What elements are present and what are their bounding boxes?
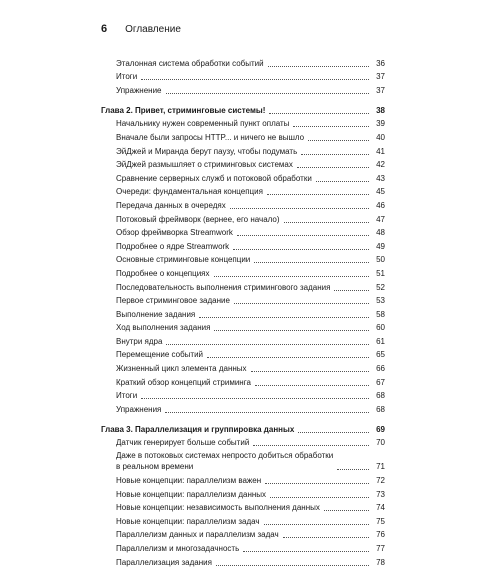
toc-page-number: 60 xyxy=(376,323,385,333)
toc-entry-label: Упражнение xyxy=(116,85,162,95)
toc-section-entry[interactable] xyxy=(101,211,385,225)
dot-leader xyxy=(316,174,369,182)
toc-page-number: 70 xyxy=(376,438,385,448)
toc-entry-label: Упражнения xyxy=(116,404,162,414)
toc-section-entry[interactable] xyxy=(101,69,385,83)
toc-page-number: 78 xyxy=(376,557,385,567)
toc-section-entry[interactable] xyxy=(101,279,385,293)
toc-page-number: 43 xyxy=(376,173,385,183)
toc-entry-label: Параллелизм данных и параллелизм задач xyxy=(116,530,279,540)
toc-page-number: 48 xyxy=(376,228,385,238)
toc-chapter-entry[interactable] xyxy=(101,101,385,116)
toc-section-entry[interactable] xyxy=(101,513,385,527)
toc-entry-label: Датчик генерирует больше событий xyxy=(116,438,250,448)
toc-entry-label-line2: в реальном времени xyxy=(116,462,194,472)
toc-section-entry[interactable] xyxy=(101,293,385,307)
toc-page-number: 74 xyxy=(376,503,385,513)
toc-section-entry[interactable] xyxy=(101,157,385,171)
toc-page-number: 71 xyxy=(376,462,385,472)
toc-entry-label: Глава 2. Привет, стриминговые системы! xyxy=(101,105,266,115)
dot-leader xyxy=(297,160,369,168)
dot-leader xyxy=(283,530,369,538)
dot-leader xyxy=(267,187,369,195)
dot-leader xyxy=(237,228,369,236)
toc-entry-label: Краткий обзор концепций стриминга xyxy=(116,377,251,387)
toc-section-entry[interactable] xyxy=(101,360,385,374)
toc-entry-label: Основные стриминговые концепции xyxy=(116,255,251,265)
dot-leader xyxy=(230,201,369,209)
toc-page-number: 52 xyxy=(376,282,385,292)
toc-section-entry[interactable] xyxy=(101,170,385,184)
dot-leader xyxy=(166,337,369,345)
toc-section-entry[interactable] xyxy=(101,527,385,541)
toc-section-entry[interactable] xyxy=(101,435,385,449)
toc-page-number: 65 xyxy=(376,350,385,360)
dot-leader xyxy=(234,296,369,304)
dot-leader xyxy=(141,391,369,399)
toc-section-entry[interactable] xyxy=(101,401,385,415)
toc-entry-label: Новые концепции: независимость выполнения данных xyxy=(116,503,320,513)
dot-leader xyxy=(264,517,369,525)
toc-entry-label: Последовательность выполнения стримингового задания xyxy=(116,282,331,292)
toc-entry-label: Итоги xyxy=(116,391,138,401)
toc-entry-label: Глава 3. Параллелизация и группировка данных xyxy=(101,424,295,434)
toc-entry-label: Очереди: фундаментальная концепция xyxy=(116,187,263,197)
toc-entry-label: Вначале были запросы HTTP... и ничего не вышло xyxy=(116,132,305,142)
toc-section-entry[interactable] xyxy=(101,306,385,320)
toc-section-entry[interactable] xyxy=(101,184,385,198)
toc-page-number: 39 xyxy=(376,119,385,129)
toc-entry-label: Начальнику нужен современный пункт оплаты xyxy=(116,119,290,129)
toc-section-entry[interactable] xyxy=(101,265,385,279)
dot-leader xyxy=(216,558,369,566)
dot-leader xyxy=(165,405,369,413)
dot-leader xyxy=(253,438,369,446)
toc-entry-label: ЭйДжей размышляет о стриминговых системах xyxy=(116,160,293,170)
toc-entry-label: Параллелизм и многозадачность xyxy=(116,544,240,553)
toc-page-number: 37 xyxy=(376,72,385,82)
toc-page-number: 72 xyxy=(376,476,385,486)
toc-page-number: 77 xyxy=(376,544,385,553)
toc-entry-label: Параллелизация задания xyxy=(116,557,212,567)
dot-leader xyxy=(233,242,369,250)
dot-leader xyxy=(255,378,369,386)
toc-entry-label: Новые концепции: параллелизм задач xyxy=(116,516,260,526)
dot-leader xyxy=(141,72,369,80)
toc-page-number: 37 xyxy=(376,85,385,95)
toc-page-number: 68 xyxy=(376,404,385,414)
toc-page-number: 50 xyxy=(376,255,385,265)
toc-page-number: 67 xyxy=(376,377,385,387)
toc-entry-label: Эталонная система обработки событий xyxy=(116,58,264,68)
toc-page-number: 38 xyxy=(376,105,385,115)
dot-leader xyxy=(243,544,369,552)
toc-page-number: 61 xyxy=(376,336,385,346)
toc-entry-label: Сравнение серверных служб и потоковой обработки xyxy=(116,173,312,183)
toc-page-number: 51 xyxy=(376,268,385,278)
dot-leader xyxy=(337,462,369,470)
dot-leader xyxy=(293,119,369,127)
dot-leader xyxy=(270,490,369,498)
toc-section-entry[interactable] xyxy=(101,486,385,500)
toc-entry-label: Перемещение событий xyxy=(116,350,204,360)
toc-page-number: 68 xyxy=(376,391,385,401)
toc-page-number: 53 xyxy=(376,296,385,306)
toc-section-entry[interactable] xyxy=(101,374,385,388)
dot-leader xyxy=(268,59,369,67)
toc-section-entry[interactable] xyxy=(101,82,385,96)
toc-page-number: 42 xyxy=(376,160,385,170)
toc-entry-label: Выполнение задания xyxy=(116,309,196,319)
toc-entry-label: Подробнее о ядре Streamwork xyxy=(116,241,230,251)
toc-entry-label: Новые концепции: параллелизм данных xyxy=(116,489,267,499)
toc-entry-label: Потоковый фреймворк (вернее, его начало) xyxy=(116,214,280,224)
toc-entry-label: Ход выполнения задания xyxy=(116,323,211,333)
dot-leader xyxy=(269,106,369,114)
toc-entry-label: Передача данных в очередях xyxy=(116,200,226,210)
dot-leader xyxy=(284,215,369,223)
toc-page-number: 47 xyxy=(376,214,385,224)
toc-section-entry[interactable] xyxy=(101,388,385,402)
toc-section-entry[interactable] xyxy=(101,225,385,239)
toc-page-number: 75 xyxy=(376,516,385,526)
toc-section-entry[interactable] xyxy=(101,347,385,361)
toc-page-number: 40 xyxy=(376,132,385,142)
toc-entry-label: Обзор фреймворка Streamwork xyxy=(116,228,233,238)
toc-entry-label: Новые концепции: параллелизм важен xyxy=(116,476,262,486)
dot-leader xyxy=(265,476,369,484)
toc-section-entry[interactable] xyxy=(101,55,385,69)
toc-entry-label: ЭйДжей и Миранда берут паузу, чтобы подумать xyxy=(116,146,298,156)
dot-leader xyxy=(298,425,369,433)
dot-leader xyxy=(166,86,369,94)
toc-section-entry[interactable] xyxy=(101,252,385,266)
toc-chapter-entry[interactable] xyxy=(101,420,385,435)
toc-page-number: 73 xyxy=(376,489,385,499)
running-title: Оглавление xyxy=(125,24,181,35)
toc-entry-label: Подробнее о концепциях xyxy=(116,268,210,278)
toc-entry-label: Внутри ядра xyxy=(116,336,163,346)
toc-section-entry[interactable] xyxy=(101,320,385,334)
table-of-contents xyxy=(101,55,385,568)
toc-section-entry[interactable] xyxy=(101,197,385,211)
toc-section-entry[interactable] xyxy=(101,448,385,472)
toc-page-number: 69 xyxy=(376,424,385,434)
toc-section-entry[interactable] xyxy=(101,540,385,554)
toc-page-number: 36 xyxy=(376,58,385,68)
dot-leader xyxy=(214,323,369,331)
toc-page-number: 58 xyxy=(376,309,385,319)
running-header xyxy=(101,23,181,39)
toc-entry-label: Итоги xyxy=(116,72,138,82)
toc-page-number: 41 xyxy=(376,146,385,156)
toc-section-entry[interactable] xyxy=(101,333,385,347)
toc-entry-label: Первое стриминговое задание xyxy=(116,296,230,306)
toc-section-entry[interactable] xyxy=(101,129,385,143)
dot-leader xyxy=(324,503,369,511)
dot-leader xyxy=(308,133,369,141)
toc-page-number: 66 xyxy=(376,364,385,374)
toc-entry-label xyxy=(116,450,335,472)
toc-section-entry[interactable] xyxy=(101,554,385,568)
dot-leader xyxy=(301,147,369,155)
toc-page-number: 76 xyxy=(376,530,385,540)
dot-leader xyxy=(334,283,369,291)
toc-section-entry[interactable] xyxy=(101,238,385,252)
toc-entry-label: Жизненный цикл элемента данных xyxy=(116,364,247,374)
page-number: 6 xyxy=(101,23,108,35)
toc-section-entry[interactable] xyxy=(101,116,385,130)
dot-leader xyxy=(251,364,369,372)
dot-leader xyxy=(199,310,369,318)
dot-leader xyxy=(207,350,369,358)
dot-leader xyxy=(254,255,369,263)
toc-section-entry[interactable] xyxy=(101,143,385,157)
toc-page-number: 46 xyxy=(376,200,385,210)
toc-page-number: 45 xyxy=(376,187,385,197)
toc-page-number: 49 xyxy=(376,241,385,251)
dot-leader xyxy=(214,269,370,277)
toc-section-entry[interactable] xyxy=(101,472,385,486)
toc-section-entry[interactable] xyxy=(101,500,385,514)
toc-entry-label-line1: Даже в потоковых системах непросто добиться обработки xyxy=(116,451,334,461)
